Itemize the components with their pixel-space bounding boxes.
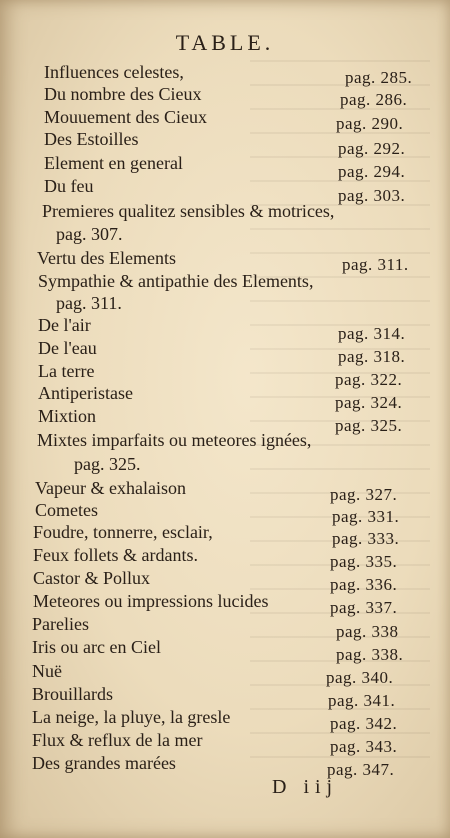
toc-entry-page: pag. 336. xyxy=(330,575,398,594)
toc-entry-label: Mixtes imparfaits ou meteores ignées, xyxy=(37,430,312,450)
toc-entry-page: pag. 341. xyxy=(328,691,396,710)
toc-entry-page: pag. 337. xyxy=(330,598,398,617)
toc-entry-page: pag. 333. xyxy=(332,529,400,548)
page-heading: TABLE. xyxy=(175,30,275,55)
toc-entry-page: pag. 311. xyxy=(342,255,409,274)
toc-entry-label: Influences celestes, xyxy=(44,62,184,82)
toc-entry-page: pag. 343. xyxy=(330,737,398,756)
toc-entry-label: Cometes xyxy=(35,500,98,520)
toc-entry-label: Des grandes marées xyxy=(32,753,176,773)
toc-entry-label: Mixtion xyxy=(38,406,97,426)
toc-entry-page-continuation: pag. 307. xyxy=(56,224,123,244)
toc-entry-page: pag. 322. xyxy=(335,370,403,389)
toc-entry-page: pag. 342. xyxy=(330,714,398,733)
toc-entry-label: Foudre, tonnerre, esclair, xyxy=(33,522,213,542)
toc-entry-page: pag. 340. xyxy=(326,668,394,687)
toc-entry-page: pag. 324. xyxy=(335,393,403,412)
toc-entry-page-continuation: pag. 311. xyxy=(56,293,122,313)
toc-entry-page: pag. 335. xyxy=(330,552,398,571)
toc-entry-page: pag. 286. xyxy=(340,90,408,109)
toc-entry-label: Sympathie & antipathie des Elements, xyxy=(38,271,314,291)
toc-entry-label: Castor & Pollux xyxy=(33,568,151,588)
toc-entry-page: pag. 314. xyxy=(338,324,406,343)
toc-entry-page: pag. 325. xyxy=(335,416,403,435)
toc-entry-label: Vapeur & exhalaison xyxy=(35,478,186,498)
toc-entry-page-continuation: pag. 325. xyxy=(74,454,141,474)
toc-entry-page: pag. 318. xyxy=(338,347,406,366)
signature-mark: D iij xyxy=(272,776,339,798)
toc-entry-label: La terre xyxy=(38,361,95,381)
toc-entry-label: Parelies xyxy=(32,614,89,634)
toc-entry-label: Vertu des Elements xyxy=(37,248,176,268)
toc-entry-label: Meteores ou impressions lucides xyxy=(33,591,269,611)
toc-entry-label: Du nombre des Cieux xyxy=(44,84,202,104)
toc-entry-page: pag. 290. xyxy=(336,114,404,133)
toc-entry-label: Mouuement des Cieux xyxy=(44,107,207,127)
toc-entry-page: pag. 303. xyxy=(338,186,406,205)
toc-entry-page: pag. 347. xyxy=(327,760,395,779)
toc-entry-page: pag. 338 xyxy=(336,622,399,641)
toc-entry-label: Element en general xyxy=(44,153,183,173)
toc-entry-label: Nuë xyxy=(32,661,62,681)
toc-entry-label: Antiperistase xyxy=(38,383,133,403)
toc-entry-label: Flux & reflux de la mer xyxy=(32,730,203,750)
toc-entry-label: Iris ou arc en Ciel xyxy=(32,637,161,657)
toc-entry-label: De l'air xyxy=(38,315,91,335)
toc-entry-page: pag. 285. xyxy=(345,68,413,87)
toc-entry-page: pag. 327. xyxy=(330,485,398,504)
toc-entry-label: Des Estoilles xyxy=(44,129,139,149)
toc-entry-label: Brouillards xyxy=(32,684,113,704)
toc-entry-page: pag. 331. xyxy=(332,507,400,526)
toc-entry-page: pag. 338. xyxy=(336,645,404,664)
toc-entry-label: Du feu xyxy=(44,176,94,196)
toc-entry-page: pag. 292. xyxy=(338,139,406,158)
toc-entry-label: Feux follets & ardants. xyxy=(33,545,198,565)
toc-entry-label: Premieres qualitez sensibles & motrices, xyxy=(42,201,335,221)
toc-entry-page: pag. 294. xyxy=(338,162,406,181)
toc-entry-label: De l'eau xyxy=(38,338,97,358)
toc-entry-label: La neige, la pluye, la gresle xyxy=(32,707,231,727)
